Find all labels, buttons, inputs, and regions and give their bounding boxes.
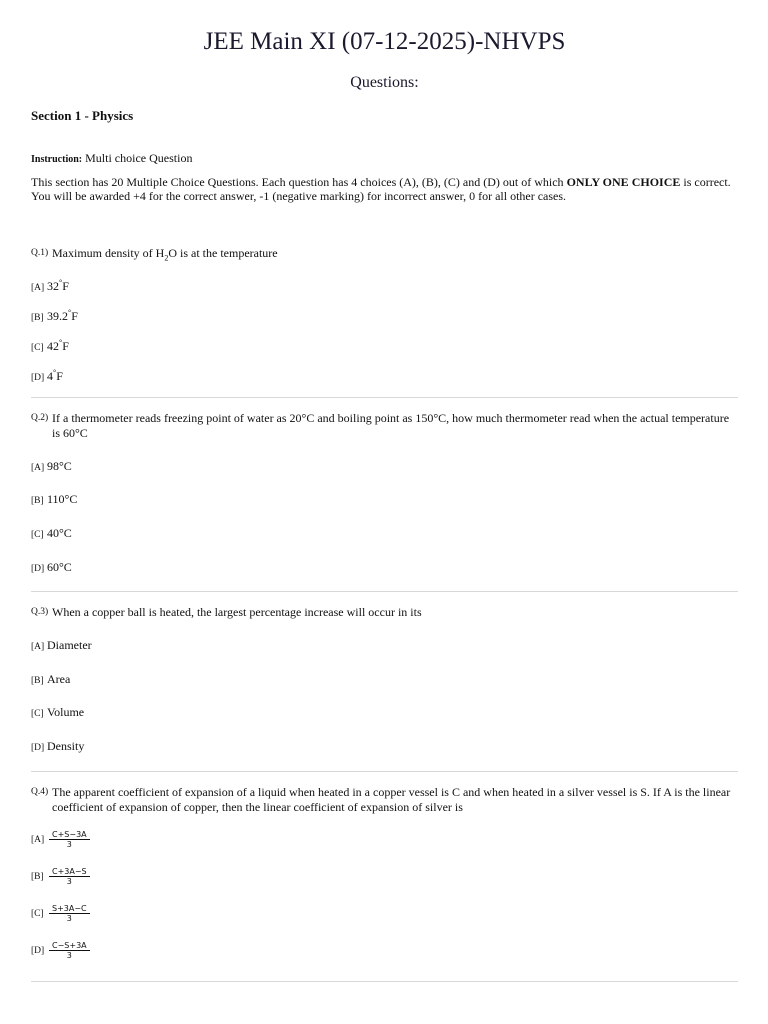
degree-sign: °	[59, 338, 63, 347]
option-unit: F	[62, 339, 69, 353]
question-divider	[31, 591, 738, 592]
question-1	[31, 246, 738, 383]
question-divider	[31, 981, 738, 982]
option-value: 60°C	[47, 560, 72, 574]
option-value: 110°C	[47, 492, 78, 506]
fraction-denominator: 3	[66, 914, 72, 923]
option-value: Diameter	[47, 638, 92, 652]
fraction	[49, 830, 90, 849]
option-label: [A]	[31, 463, 45, 473]
fraction	[49, 867, 90, 886]
question-text	[31, 605, 738, 620]
question-text	[31, 411, 738, 440]
section-title: Section 1 - Physics	[31, 108, 134, 123]
option-label: [C]	[31, 909, 44, 920]
option-label: [D]	[31, 946, 45, 957]
option-label: [B]	[31, 313, 44, 323]
question-text-part: When a copper ball is heated, the largest percentage increase will occur in its	[52, 605, 422, 619]
option-value: 40°C	[47, 526, 72, 540]
option-label: [A]	[31, 283, 45, 293]
question-text-part: Maximum density of H	[52, 246, 165, 260]
fraction-denominator: 3	[66, 877, 72, 886]
fraction-denominator: 3	[66, 840, 72, 849]
option-label: [C]	[31, 530, 44, 540]
question-2	[31, 411, 738, 574]
fraction	[49, 904, 90, 923]
option-label: [D]	[31, 373, 45, 383]
instruction-text: Multi choice Question	[82, 151, 193, 165]
option-value: 39.2	[47, 309, 68, 323]
degree-sign: °	[68, 308, 72, 317]
question-divider	[31, 771, 738, 772]
option-value: 4	[47, 369, 53, 383]
option-label: [D]	[31, 564, 45, 574]
subscript: 2	[164, 253, 169, 263]
option-b[interactable]	[31, 308, 78, 324]
option-value: Area	[47, 672, 71, 686]
instruction-label: Instruction:	[31, 154, 83, 165]
question-number: Q.3)	[31, 607, 49, 617]
option-c[interactable]	[31, 338, 69, 354]
question-text-part: The apparent coefficient of expansion of a liquid when heated in a copper vessel is C and when heated in a silver vessel is S. If A is the linear coefficient of expansion of copper, then the linear coefficient of expansion of silver is	[52, 785, 731, 814]
option-a[interactable]	[31, 278, 69, 294]
fraction	[49, 941, 90, 960]
intro-bold: ONLY ONE CHOICE	[566, 175, 681, 189]
option-value: 32	[47, 279, 59, 293]
fraction-numerator: S+3A−C	[49, 904, 90, 914]
option-d[interactable]	[31, 368, 63, 384]
option-a[interactable]	[31, 459, 72, 474]
question-3	[31, 605, 738, 753]
degree-sign: °	[53, 368, 57, 377]
option-c[interactable]	[31, 526, 72, 541]
option-label: [A]	[31, 835, 45, 846]
intro-suffix: is correct. You will be awarded +4 for the correct answer, -1 (negative marking) for incorrect answer, 0 for all other cases.	[31, 175, 731, 203]
fraction-numerator: C+3A−S	[49, 867, 90, 877]
question-text-part: O is at the temperature	[168, 246, 278, 260]
option-value: Density	[47, 739, 85, 753]
question-number: Q.2)	[31, 413, 49, 423]
option-label: [B]	[31, 676, 44, 686]
fraction-denominator: 3	[66, 951, 72, 960]
fraction-numerator: C+S−3A	[49, 830, 90, 840]
option-a[interactable]	[31, 638, 92, 653]
question-text	[31, 785, 738, 814]
page-subtitle: Questions:	[350, 74, 419, 91]
option-b[interactable]	[31, 492, 77, 507]
instruction	[31, 151, 192, 166]
intro-prefix: This section has 20 Multiple Choice Questions. Each question has 4 choices (A), (B), (C) and (D) out of which	[31, 175, 567, 189]
option-d[interactable]	[31, 560, 72, 575]
option-value: Volume	[47, 705, 85, 719]
option-value: 98°C	[47, 459, 72, 473]
option-d[interactable]	[31, 739, 84, 754]
option-label: [B]	[31, 496, 44, 506]
option-unit: F	[56, 369, 63, 383]
fraction-numerator: C−S+3A	[49, 941, 90, 951]
question-number: Q.1)	[31, 248, 49, 258]
option-c[interactable]	[31, 705, 84, 720]
question-4	[31, 785, 738, 960]
degree-sign: °	[59, 278, 63, 287]
page-title: JEE Main XI (07-12-2025)-NHVPS	[203, 28, 566, 55]
option-unit: F	[71, 309, 78, 323]
option-a[interactable]	[31, 830, 90, 849]
question-text	[31, 246, 738, 266]
question-divider	[31, 397, 738, 398]
option-label: [B]	[31, 872, 44, 883]
option-c[interactable]	[31, 904, 90, 923]
question-number: Q.4)	[31, 787, 49, 797]
option-b[interactable]	[31, 867, 90, 886]
question-text-part: If a thermometer reads freezing point of water as 20°C and boiling point as 150°C, how much thermometer read when the actual temperature is 60°C	[52, 411, 730, 440]
option-label: [C]	[31, 709, 44, 719]
section-intro	[31, 176, 738, 203]
option-label: [A]	[31, 642, 45, 652]
option-label: [D]	[31, 743, 45, 753]
option-b[interactable]	[31, 672, 70, 687]
option-label: [C]	[31, 343, 44, 353]
option-unit: F	[62, 279, 69, 293]
option-value: 42	[47, 339, 59, 353]
option-d[interactable]	[31, 941, 90, 960]
